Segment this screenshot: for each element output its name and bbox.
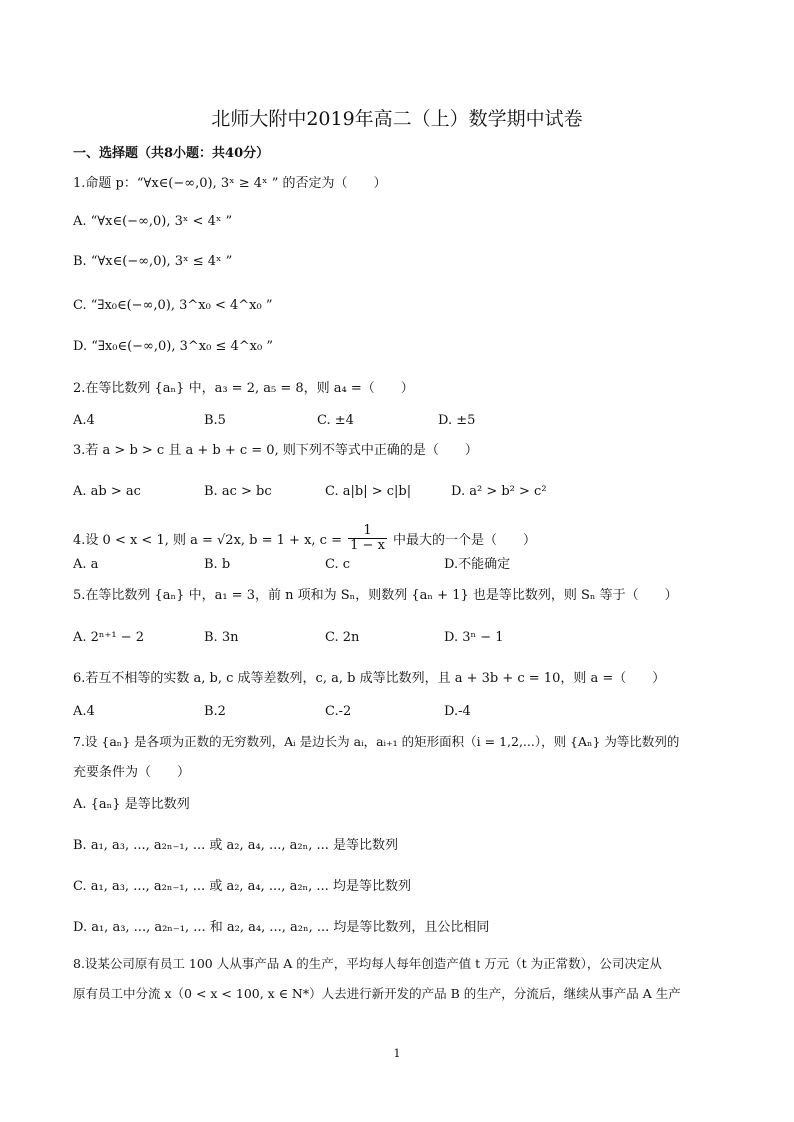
question-8-line-1: 8.设某公司原有员工 100 人从事产品 A 的生产，平均每人每年创造产值 t 万元（t 为正常数），公司决定从 [73,956,662,971]
question-6-option-c: C.-2 [325,704,352,719]
question-3-option-d: D. a² > b² > c² [451,484,547,499]
question-5-option-c: C. 2n [325,630,360,645]
question-4-stem-pre: 4.设 0 < x < 1, 则 a = √2x, b = 1 + x, c = [73,533,342,548]
question-4-option-b: B. b [204,557,231,572]
question-6-option-b: B.2 [204,704,226,719]
question-3-option-c: C. a|b| > c|b| [325,484,412,499]
question-7-stem-line-1: 7.设 {aₙ} 是各项为正数的无穷数列，Aᵢ 是边长为 aᵢ，aᵢ₊₁ 的矩形面积（i = 1,2,...），则 {Aₙ} 为等比数列的 [73,734,680,749]
question-5-option-a: A. 2ⁿ⁺¹ − 2 [73,630,145,645]
question-3-stem: 3.若 a > b > c 且 a + b + c = 0, 则下列不等式中正确的是（ ） [73,443,478,458]
question-4-stem-post: 中最大的一个是（ ） [393,533,537,548]
question-4-option-d: D.不能确定 [444,557,511,572]
question-2-option-c: C. ±4 [317,413,354,428]
question-3-option-a: A. ab > ac [73,484,141,499]
question-4-stem [73,523,537,555]
question-1-option-b: B. “∀x∈(−∞,0), 3ˣ ≤ 4ˣ ” [73,254,233,269]
question-7-option-a: A. {aₙ} 是等比数列 [73,797,190,812]
question-1-option-c: C. “∃x₀∈(−∞,0), 3^x₀ < 4^x₀ ” [73,298,273,313]
question-2-option-d: D. ±5 [438,413,476,428]
page-number: 1 [393,1047,401,1060]
question-4-option-c: C. c [325,557,351,572]
question-7-option-c: C. a₁, a₃, ..., a₂ₙ₋₁, ... 或 a₂, a₄, ..., a₂ₙ, ... 均是等比数列 [73,879,411,894]
question-3-option-b: B. ac > bc [204,484,272,499]
question-8-line-2: 原有员工中分流 x（0 < x < 100, x ∈ N*）人去进行新开发的产品 B 的生产，分流后，继续从事产品 A 生产 [73,986,681,1001]
question-1-option-d: D. “∃x₀∈(−∞,0), 3^x₀ ≤ 4^x₀ ” [73,339,273,354]
question-1-stem: 1.命题 p：“∀x∈(−∞,0), 3ˣ ≥ 4ˣ ” 的否定为（ ） [73,176,387,191]
exam-title: 北师大附中2019年高二（上）数学期中试卷 [211,108,583,130]
question-6-option-a: A.4 [73,704,95,719]
question-4-option-a: A. a [73,557,99,572]
section-heading: 一、选择题（共8小题：共40分） [73,146,270,161]
question-7-option-d: D. a₁, a₃, ..., a₂ₙ₋₁, ... 和 a₂, a₄, ..., a₂ₙ, ... 均是等比数列，且公比相同 [73,920,490,935]
fraction-numerator: 1 [348,524,387,539]
question-4-fraction [348,524,387,553]
question-5-option-b: B. 3n [204,630,239,645]
question-2-stem: 2.在等比数列 {aₙ} 中，a₃ = 2, a₅ = 8，则 a₄ =（ ） [73,381,414,396]
question-5-stem: 5.在等比数列 {aₙ} 中，a₁ = 3，前 n 项和为 Sₙ，则数列 {aₙ + 1} 也是等比数列，则 Sₙ 等于（ ） [73,588,678,603]
question-6-stem: 6.若互不相等的实数 a, b, c 成等差数列，c, a, b 成等比数列，且 a + 3b + c = 10，则 a =（ ） [73,671,666,686]
question-7-stem-line-2: 充要条件为（ ） [73,765,191,780]
question-2-option-b: B.5 [204,413,226,428]
question-1-option-a: A. “∀x∈(−∞,0), 3ˣ < 4ˣ ” [73,214,233,229]
fraction-denominator: 1 − x [350,538,385,553]
question-6-option-d: D.-4 [444,704,471,719]
question-2-option-a: A.4 [73,413,95,428]
question-5-option-d: D. 3ⁿ − 1 [444,630,504,645]
question-7-option-b: B. a₁, a₃, ..., a₂ₙ₋₁, ... 或 a₂, a₄, ..., a₂ₙ, ... 是等比数列 [73,838,399,853]
